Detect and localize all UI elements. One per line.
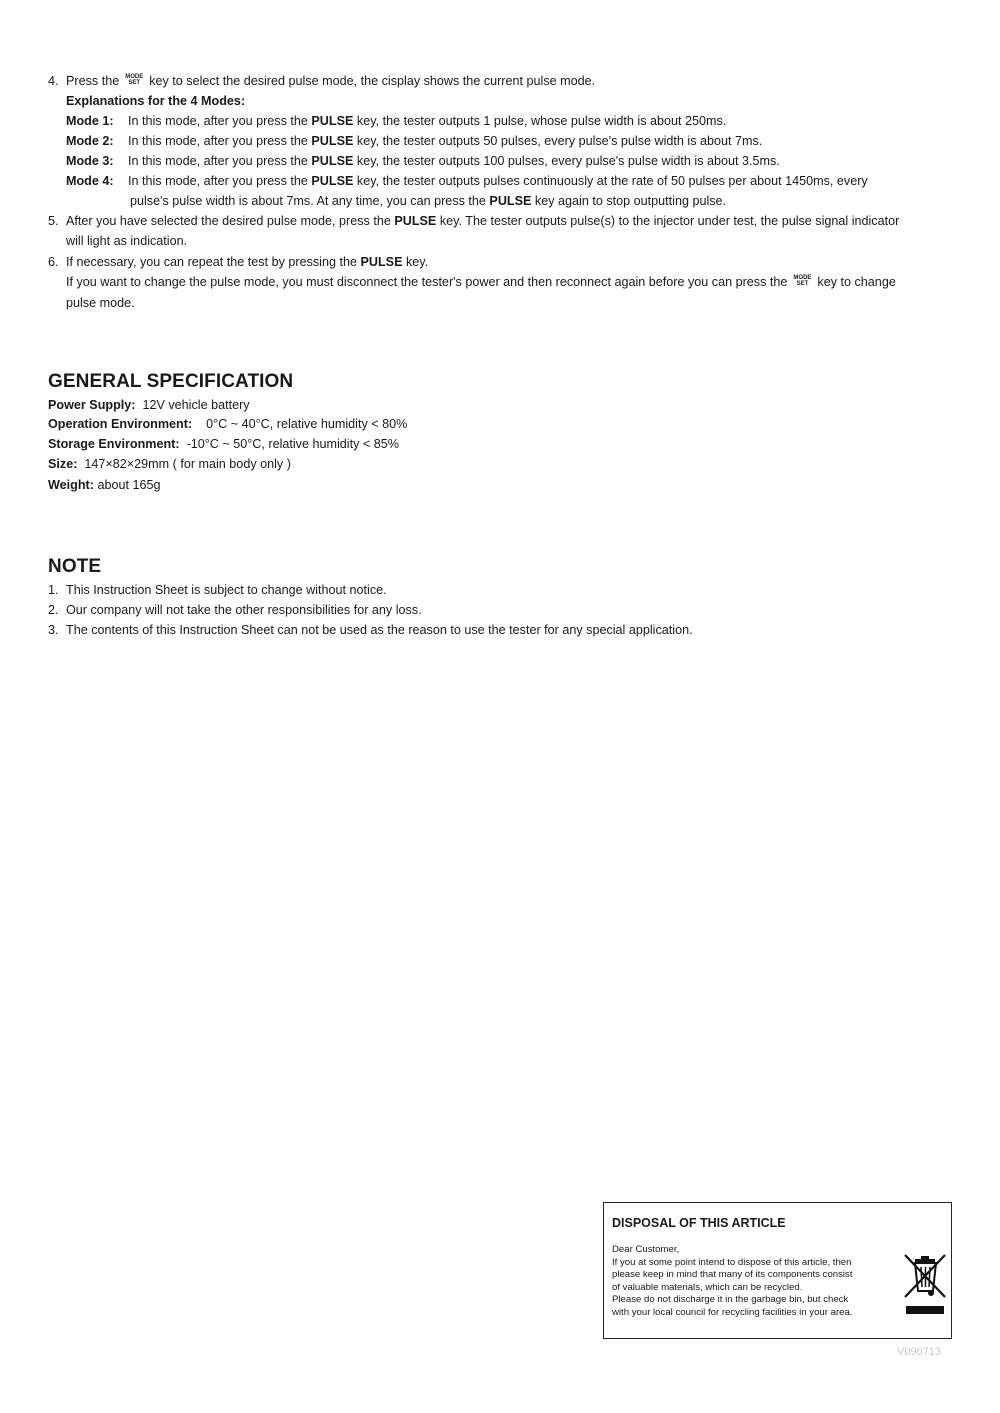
step-number: 6. [48, 255, 59, 269]
mode-2-row: Mode 2: In this mode, after you press the PULSE key, the tester outputs 50 pulses, every pulse's pulse width is about 7ms. [66, 134, 763, 148]
disposal-line: of valuable materials, which can be recycled. [612, 1281, 803, 1293]
step-5-text: After you have selected the desired pulse mode, press the PULSE key. The tester outputs pulse(s) to the injector under test, the pulse signal indicator [66, 214, 900, 228]
mode-3-row: Mode 3: In this mode, after you press the PULSE key, the tester outputs 100 pulses, every pulse's pulse width is about 3.5ms. [66, 154, 780, 168]
step-6-line-3: pulse mode. [66, 296, 135, 310]
mode-set-key-icon: MODE SET [793, 274, 812, 287]
disposal-line: please keep in mind that many of its components consist [612, 1269, 853, 1281]
mode-1-row: Mode 1: In this mode, after you press the PULSE key, the tester outputs 1 pulse, whose pulse width is about 250ms. [66, 114, 727, 128]
note-number: 1. [48, 583, 59, 597]
disposal-box [603, 1202, 952, 1339]
mode-4-row: Mode 4: In this mode, after you press the PULSE key, the tester outputs pulses continuously at the rate of 50 pulses per about 1450ms, every [66, 174, 868, 188]
note-number: 3. [48, 623, 59, 637]
version-code: V090713 [897, 1346, 942, 1358]
note-item: Our company will not take the other responsibilities for any loss. [66, 603, 422, 617]
crossed-out-wheelie-bin-icon [902, 1251, 948, 1321]
mode-label: Mode 4: [66, 174, 114, 188]
mode-label: Mode 2: [66, 134, 114, 148]
general-spec-heading: GENERAL SPECIFICATION [48, 371, 294, 392]
disposal-line: If you at some point intend to dispose of this article, then [612, 1256, 852, 1268]
note-number: 2. [48, 603, 59, 617]
step-4-text [66, 73, 595, 89]
explanations-heading: Explanations for the 4 Modes: [66, 94, 246, 108]
mode-4-continuation: pulse's pulse width is about 7ms. At any time, you can press the PULSE key again to stop outputting pulse. [130, 194, 727, 208]
spec-item: Operation Environment: 0°C ~ 40°C, relative humidity < 80% [48, 417, 408, 431]
disposal-line: with your local council for recycling facilities in your area. [612, 1307, 853, 1318]
step-6-text: If necessary, you can repeat the test by pressing the PULSE key. [66, 255, 429, 269]
disposal-line: Dear Customer, [612, 1244, 680, 1255]
mode-set-key-icon: MODE SET [125, 73, 144, 86]
step-number: 5. [48, 214, 59, 228]
spec-item: Storage Environment: -10°C ~ 50°C, relative humidity < 85% [48, 437, 399, 451]
disposal-title: DISPOSAL OF THIS ARTICLE [612, 1216, 786, 1230]
note-item: This Instruction Sheet is subject to change without notice. [66, 583, 387, 597]
disposal-line: Please do not discharge it in the garbage bin, but check [612, 1294, 849, 1306]
step-number: 4. [48, 74, 59, 88]
spec-item: Weight: about 165g [48, 478, 161, 492]
mode-label: Mode 1: [66, 114, 114, 128]
spec-item: Power Supply: 12V vehicle battery [48, 398, 250, 412]
spec-item: Size: 147×82×29mm ( for main body only ) [48, 457, 291, 471]
mode-label: Mode 3: [66, 154, 114, 168]
note-heading: NOTE [48, 556, 102, 577]
step-5-continuation: will light as indication. [66, 234, 188, 248]
step-4-before: Press the [66, 74, 120, 88]
step-4-after: key to select the desired pulse mode, the cisplay shows the current pulse mode. [149, 74, 596, 88]
step-6-line-2: If you want to change the pulse mode, you must disconnect the tester's power and then reconnect again before you can press the MODE SET key to change [66, 274, 896, 289]
note-item: The contents of this Instruction Sheet can not be used as the reason to use the tester for any special application. [66, 623, 693, 637]
